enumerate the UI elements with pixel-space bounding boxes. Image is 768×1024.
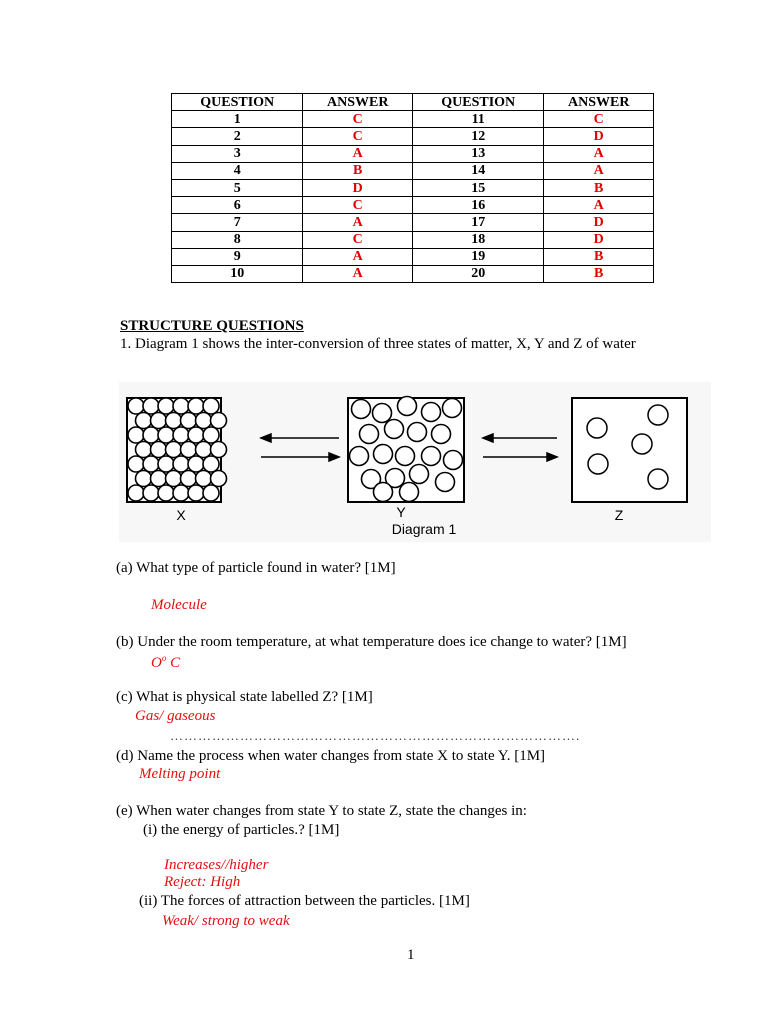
gas-state-box <box>572 398 687 502</box>
liquid-particle <box>443 399 462 418</box>
liquid-particle <box>396 447 415 466</box>
answer-cell: A <box>544 162 654 179</box>
question-cell: 6 <box>172 197 303 214</box>
table-row <box>172 162 654 179</box>
question-c: (c) What is physical state labelled Z? [1M] <box>116 689 373 705</box>
answer-b-base: O <box>151 655 162 671</box>
question-cell: 7 <box>172 214 303 231</box>
solid-particle <box>211 471 227 487</box>
solid-particle <box>143 456 159 472</box>
header-question-2: QUESTION <box>412 94 543 111</box>
solid-particle <box>188 398 204 414</box>
label-x: X <box>176 507 186 523</box>
answer-cell: C <box>303 197 413 214</box>
solid-particle <box>128 456 144 472</box>
solid-particle <box>136 471 152 487</box>
solid-particle <box>136 442 152 458</box>
answer-d: Melting point <box>139 766 221 782</box>
question-cell: 9 <box>172 248 303 265</box>
solid-particle <box>166 413 182 429</box>
solid-particle <box>181 413 197 429</box>
question-cell: 12 <box>412 128 543 145</box>
solid-particle <box>128 427 144 443</box>
solid-particle <box>143 427 159 443</box>
question-cell: 17 <box>412 214 543 231</box>
solid-particle <box>188 456 204 472</box>
solid-particle <box>203 456 219 472</box>
answer-cell: A <box>303 265 413 282</box>
liquid-particle <box>436 473 455 492</box>
answer-cell: D <box>544 214 654 231</box>
answer-cell: D <box>303 179 413 196</box>
solid-particle <box>196 413 212 429</box>
solid-particle <box>203 398 219 414</box>
label-y: Y <box>396 504 406 520</box>
question-e-i: (i) the energy of particles.? [1M] <box>143 822 340 838</box>
answer-cell: B <box>303 162 413 179</box>
question-e-ii: (ii) The forces of attraction between the particles. [1M] <box>139 893 470 909</box>
answer-e-i: Increases//higher <box>164 857 269 873</box>
question-cell: 2 <box>172 128 303 145</box>
answer-table-body <box>172 111 654 283</box>
liquid-particle <box>444 451 463 470</box>
solid-particle <box>203 485 219 501</box>
liquid-particle <box>352 400 371 419</box>
solid-particle <box>136 413 152 429</box>
solid-particle <box>143 485 159 501</box>
answer-table <box>171 93 654 283</box>
answer-cell: C <box>303 128 413 145</box>
liquid-particle <box>360 425 379 444</box>
liquid-particle <box>350 447 369 466</box>
liquid-particle <box>400 483 419 502</box>
solid-particle <box>151 442 167 458</box>
liquid-particle <box>373 404 392 423</box>
liquid-particle <box>408 423 427 442</box>
question-d: (d) Name the process when water changes from state X to state Y. [1M] <box>116 748 546 764</box>
solid-particle <box>181 442 197 458</box>
header-answer-1: ANSWER <box>303 94 413 111</box>
question-cell: 18 <box>412 231 543 248</box>
question-cell: 15 <box>412 179 543 196</box>
answer-cell: D <box>544 231 654 248</box>
header-question-1: QUESTION <box>172 94 303 111</box>
solid-particle <box>151 413 167 429</box>
table-row <box>172 111 654 128</box>
answer-cell: A <box>544 197 654 214</box>
answer-cell: B <box>544 265 654 282</box>
solid-particle <box>128 398 144 414</box>
question-cell: 1 <box>172 111 303 128</box>
header-answer-2: ANSWER <box>544 94 654 111</box>
question-cell: 3 <box>172 145 303 162</box>
states-of-matter-diagram <box>119 382 711 542</box>
answer-cell: C <box>303 231 413 248</box>
solid-particle <box>173 456 189 472</box>
solid-particle <box>188 427 204 443</box>
question-cell: 13 <box>412 145 543 162</box>
solid-particle <box>158 427 174 443</box>
question-1-intro: 1. Diagram 1 shows the inter-conversion of three states of matter, X, Y and Z of water <box>120 336 636 352</box>
table-row <box>172 128 654 145</box>
liquid-particle <box>422 447 441 466</box>
solid-particle <box>158 485 174 501</box>
answer-e-ii: Weak/ strong to weak <box>162 913 290 929</box>
liquid-particle <box>385 420 404 439</box>
liquid-particle <box>432 425 451 444</box>
diagram-caption: Diagram 1 <box>391 521 457 537</box>
question-e: (e) When water changes from state Y to state Z, state the changes in: <box>116 803 527 819</box>
liquid-particle <box>374 483 393 502</box>
table-row <box>172 145 654 162</box>
answer-b-unit: C <box>166 655 181 671</box>
solid-particle <box>196 471 212 487</box>
question-cell: 5 <box>172 179 303 196</box>
table-row <box>172 265 654 282</box>
solid-particle <box>173 398 189 414</box>
answer-cell: B <box>544 179 654 196</box>
structure-heading: STRUCTURE QUESTIONS <box>120 318 304 334</box>
question-cell: 19 <box>412 248 543 265</box>
page-number: 1 <box>407 947 415 963</box>
table-row <box>172 197 654 214</box>
solid-particle <box>211 413 227 429</box>
solid-particle <box>196 442 212 458</box>
question-cell: 8 <box>172 231 303 248</box>
table-header-row <box>172 94 654 111</box>
solid-particle <box>151 471 167 487</box>
solid-particle <box>181 471 197 487</box>
solid-particle <box>128 485 144 501</box>
question-a: (a) What type of particle found in water? [1M] <box>116 560 396 576</box>
question-cell: 20 <box>412 265 543 282</box>
answer-cell: B <box>544 248 654 265</box>
solid-particle <box>158 398 174 414</box>
question-cell: 10 <box>172 265 303 282</box>
answer-a: Molecule <box>151 597 207 613</box>
answer-cell: C <box>544 111 654 128</box>
table-row <box>172 214 654 231</box>
answer-cell: D <box>544 128 654 145</box>
solid-particle <box>203 427 219 443</box>
answer-line-dots: ……………………………………………………………………………. <box>170 728 581 743</box>
answer-e-i-reject: Reject: High <box>164 874 241 890</box>
liquid-particle <box>410 465 429 484</box>
label-z: Z <box>614 507 624 523</box>
liquid-particle <box>422 403 441 422</box>
solid-particle <box>173 485 189 501</box>
solid-particle <box>158 456 174 472</box>
answer-cell: A <box>303 145 413 162</box>
table-row <box>172 231 654 248</box>
solid-particle <box>143 398 159 414</box>
liquid-particle <box>398 397 417 416</box>
solid-particle <box>166 471 182 487</box>
answer-cell: A <box>544 145 654 162</box>
question-cell: 16 <box>412 197 543 214</box>
answer-cell: A <box>303 248 413 265</box>
answer-b-degree: o <box>161 653 167 663</box>
answer-b <box>151 653 180 672</box>
solid-state-box <box>127 398 227 502</box>
table-row <box>172 179 654 196</box>
solid-particle <box>211 442 227 458</box>
liquid-state-box <box>348 397 464 503</box>
solid-particle <box>173 427 189 443</box>
question-cell: 11 <box>412 111 543 128</box>
solid-particle <box>166 442 182 458</box>
answer-cell: C <box>303 111 413 128</box>
table-row <box>172 248 654 265</box>
answer-cell: A <box>303 214 413 231</box>
question-cell: 4 <box>172 162 303 179</box>
question-b: (b) Under the room temperature, at what temperature does ice change to water? [1M] <box>116 634 627 650</box>
liquid-particle <box>374 445 393 464</box>
answer-c: Gas/ gaseous <box>135 708 216 724</box>
question-cell: 14 <box>412 162 543 179</box>
solid-particle <box>188 485 204 501</box>
